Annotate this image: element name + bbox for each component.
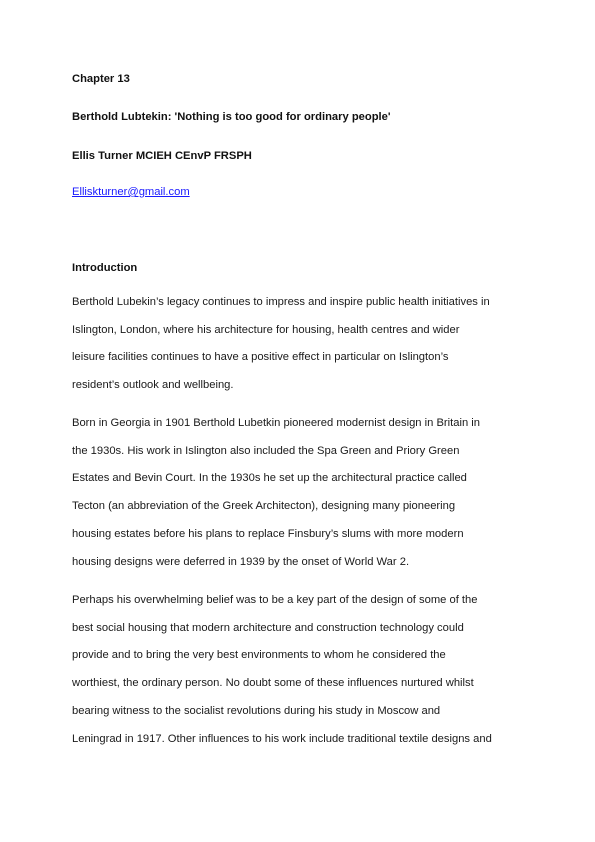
chapter-title: Berthold Lubtekin: 'Nothing is too good for ordinary people' [72, 111, 391, 123]
paragraph-line: resident’s outlook and wellbeing. [72, 379, 234, 392]
paragraph-line: Estates and Bevin Court. In the 1930s he set up the architectural practice called [72, 472, 467, 485]
paragraph-line: worthiest, the ordinary person. No doubt some of these influences nurtured whilst [72, 677, 474, 690]
section-heading: Introduction [72, 262, 138, 274]
paragraph-line: best social housing that modern architecture and construction technology could [72, 621, 464, 634]
paragraph-line: provide and to bring the very best environments to whom he considered the [72, 649, 446, 662]
paragraph-line: housing designs were deferred in 1939 by the onset of World War 2. [72, 555, 410, 568]
chapter-label: Chapter 13 [72, 73, 130, 85]
paragraph-line: bearing witness to the socialist revolutions during his study in Moscow and [72, 704, 441, 717]
paragraph-line: the 1930s. His work in Islington also included the Spa Green and Priory Green [72, 444, 460, 457]
paragraph-line: Tecton (an abbreviation of the Greek Architecton), designing many pioneering [72, 500, 456, 513]
paragraph-line: Berthold Lubekin’s legacy continues to impress and inspire public health initiatives in [72, 296, 490, 308]
paragraph-line: leisure facilities continues to have a positive effect in particular on Islington’s [72, 351, 449, 364]
paragraph-line: Perhaps his overwhelming belief was to be a key part of the design of some of the [72, 594, 478, 606]
paragraph-line: housing estates before his plans to replace Finsbury’s slums with more modern [72, 527, 464, 540]
author-line: Ellis Turner MCIEH CEnvP FRSPH [72, 150, 252, 162]
paragraph-line: Born in Georgia in 1901 Berthold Lubetkin pioneered modernist design in Britain in [72, 417, 480, 429]
paragraph-line: Islington, London, where his architecture for housing, health centres and wider [72, 323, 460, 336]
paragraph-line: Leningrad in 1917. Other influences to his work include traditional textile designs and [72, 732, 492, 745]
paragraph-3 [72, 587, 527, 753]
author-email-link[interactable]: Elliskturner@gmail.com [72, 186, 190, 198]
paragraph-1 [72, 289, 527, 400]
paragraph-2 [72, 410, 527, 576]
